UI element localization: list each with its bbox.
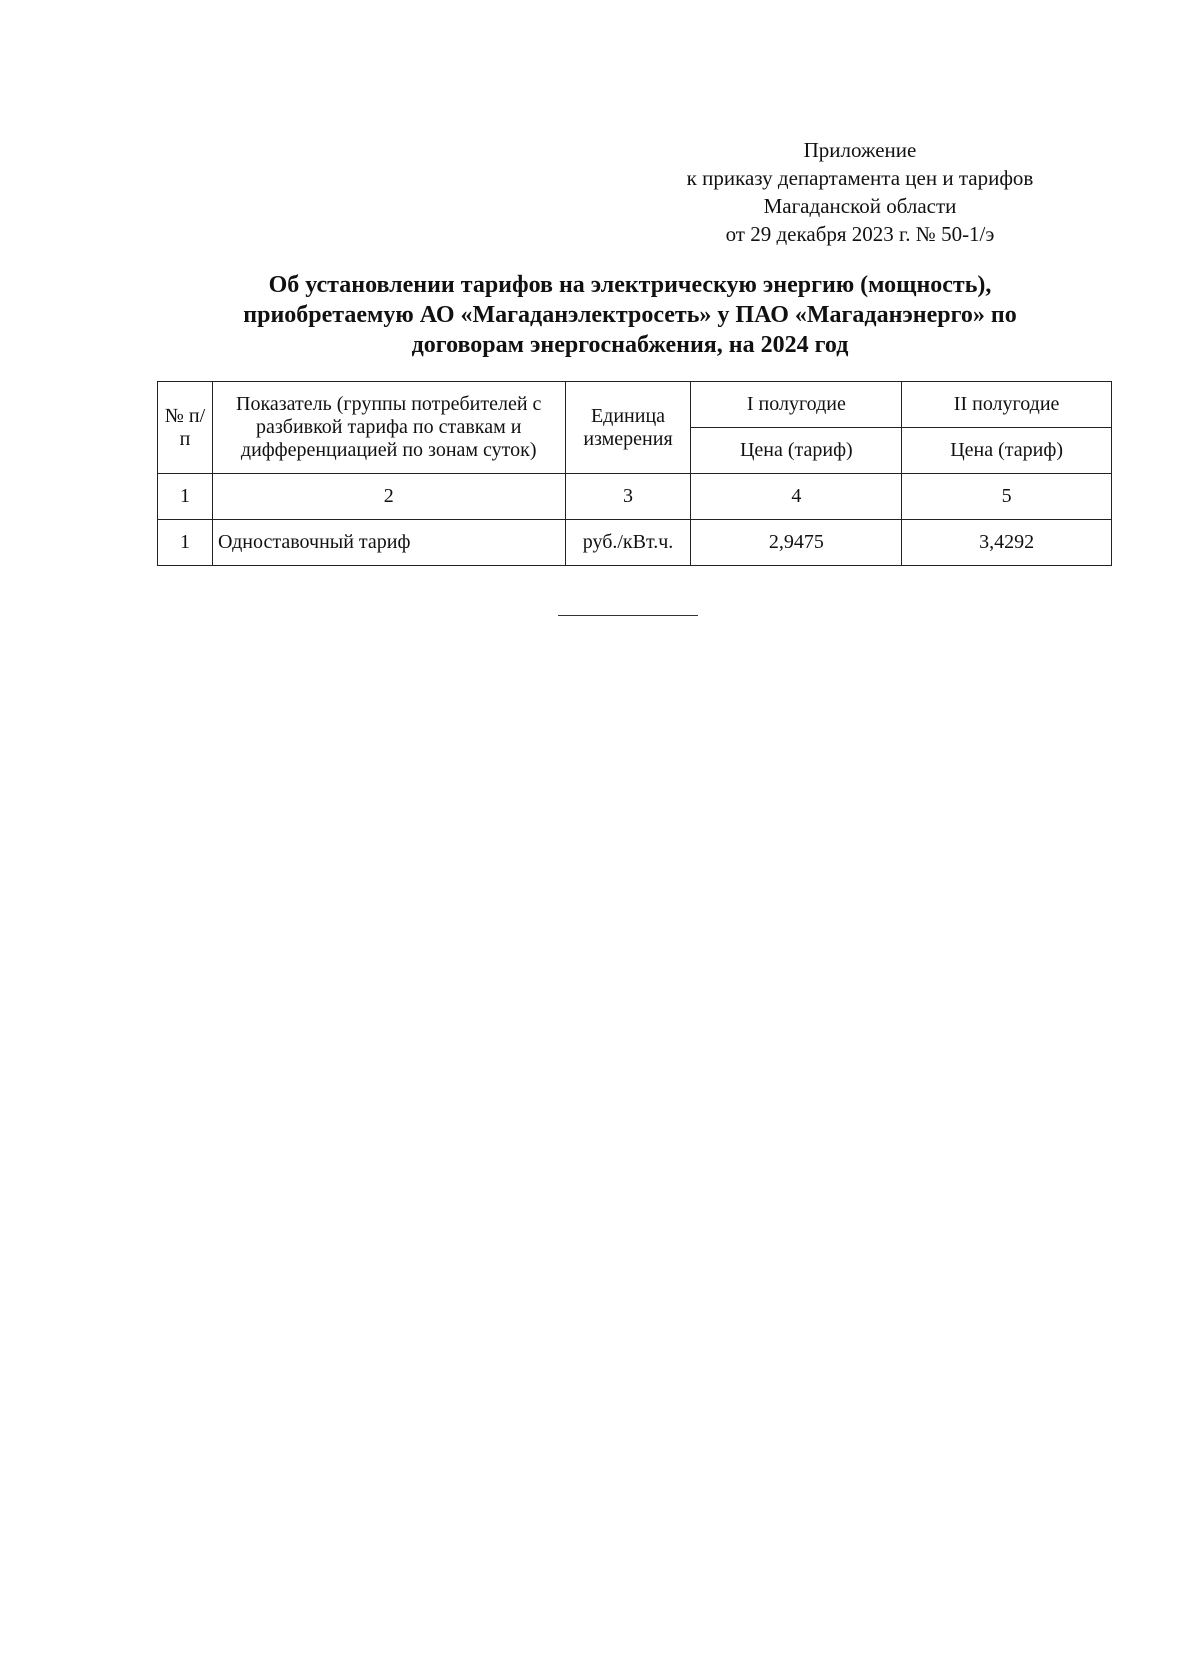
header-number: № п/п	[158, 382, 213, 474]
table-row	[158, 520, 1112, 566]
column-number-cell: 4	[691, 474, 902, 520]
title-line-2: приобретаемую АО «Магаданэлектросеть» у ПАО «Магаданэнерго» по	[243, 302, 1017, 328]
header-price-2: Цена (тариф)	[902, 428, 1112, 474]
title-line-1: Об установлении тарифов на электрическую энергию (мощность),	[268, 272, 992, 298]
title-line-3: договорам энергоснабжения, на 2024 год	[411, 332, 849, 358]
end-divider	[558, 615, 698, 616]
appendix-region: Магаданской области	[763, 194, 957, 218]
row-indicator: Одноставочный тариф	[212, 520, 565, 566]
header-half-1: I полугодие	[691, 382, 902, 428]
tariff-table	[157, 381, 1112, 566]
row-price-half-1: 2,9475	[691, 520, 902, 566]
table-header-row	[158, 382, 1112, 428]
row-number: 1	[158, 520, 213, 566]
column-number-cell: 2	[212, 474, 565, 520]
header-indicator: Показатель (группы потребителей с разбивкой тарифа по ставкам и дифференциацией по зонам суток)	[212, 382, 565, 474]
row-unit: руб./кВт.ч.	[565, 520, 691, 566]
column-number-cell: 1	[158, 474, 213, 520]
appendix-order-reference: к приказу департамента цен и тарифов	[686, 166, 1034, 190]
header-half-2: II полугодие	[902, 382, 1112, 428]
appendix-order-date: от 29 декабря 2023 г. № 50-1/э	[725, 222, 995, 246]
header-unit: Единица измерения	[565, 382, 691, 474]
header-price-1: Цена (тариф)	[691, 428, 902, 474]
column-number-cell: 3	[565, 474, 691, 520]
column-number-cell: 5	[902, 474, 1112, 520]
document-title	[150, 270, 1110, 360]
appendix-label: Приложение	[803, 138, 917, 162]
row-price-half-2: 3,4292	[902, 520, 1112, 566]
column-number-row	[158, 474, 1112, 520]
appendix-block	[640, 136, 1080, 248]
